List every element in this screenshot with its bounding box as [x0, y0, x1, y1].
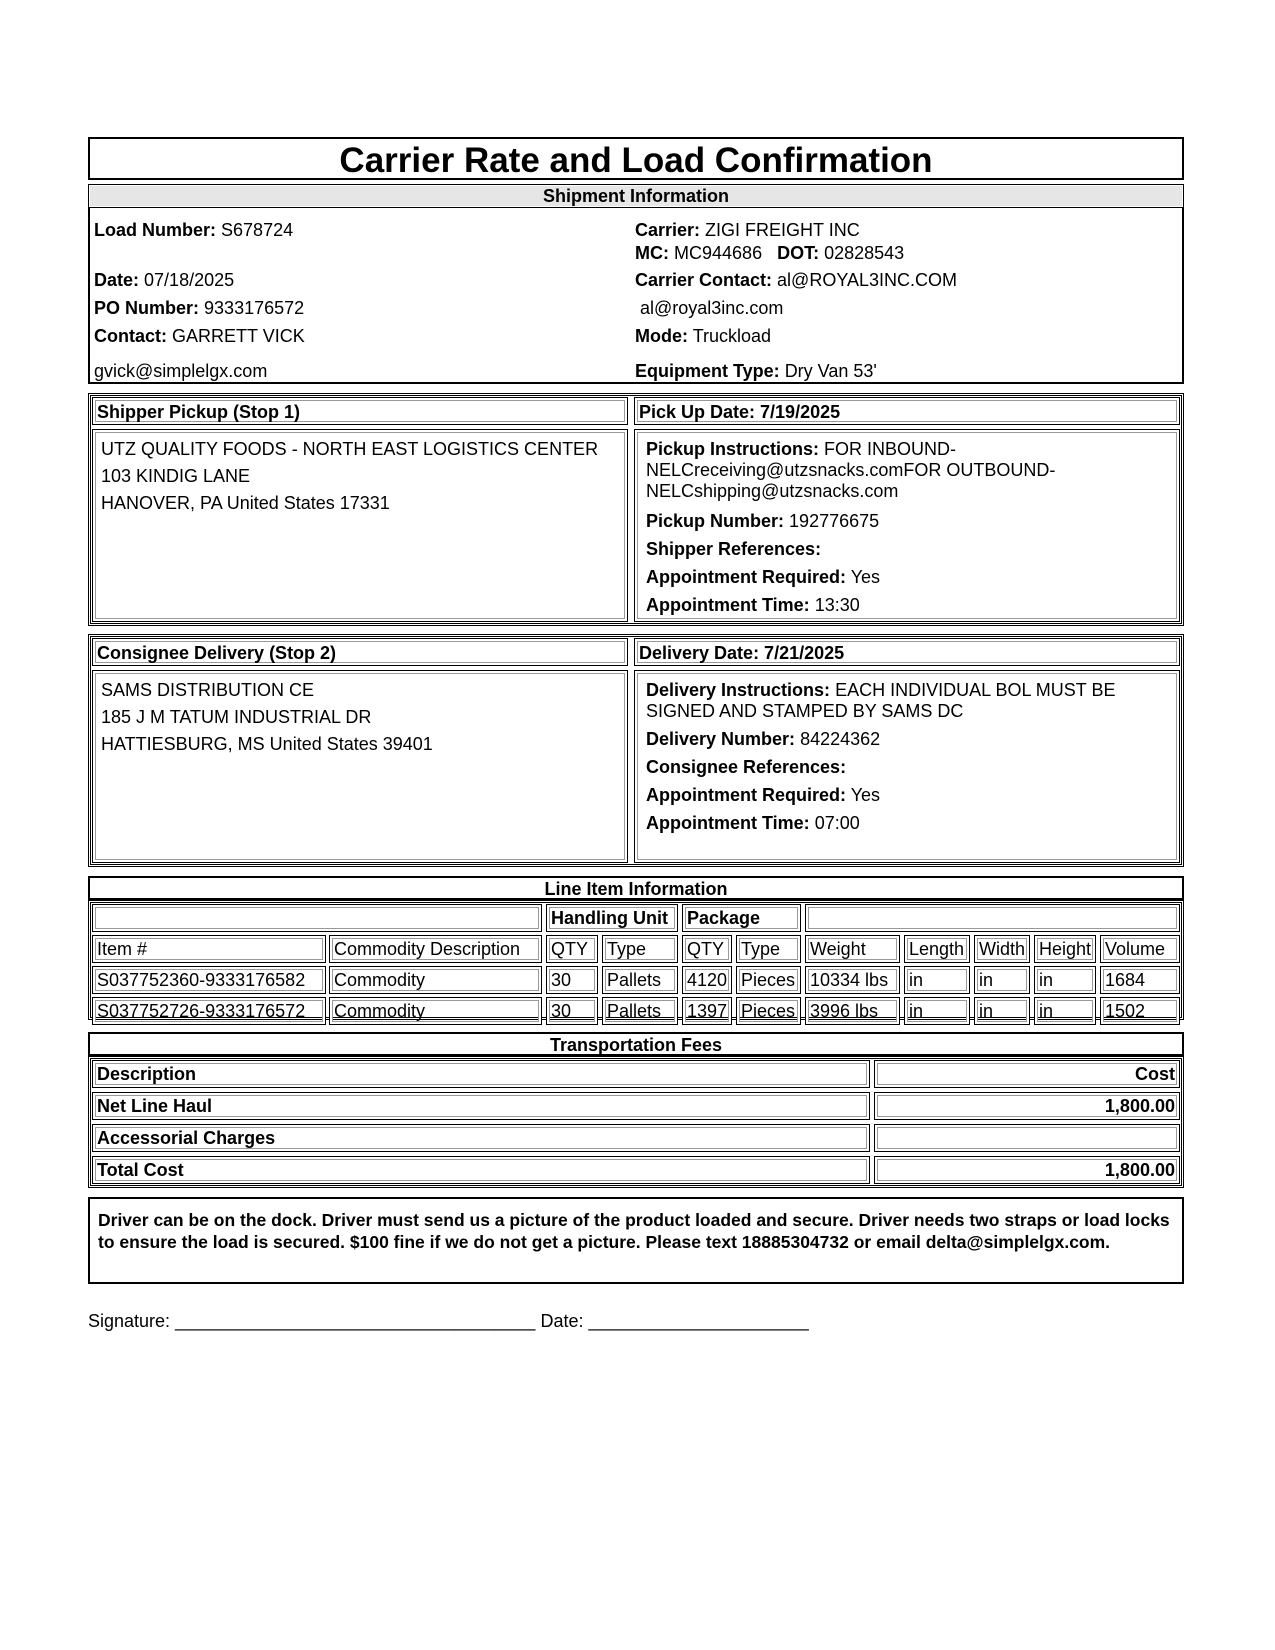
contact-value: GARRETT VICK [172, 326, 305, 346]
dot-value: 02828543 [824, 243, 905, 263]
pickup-appt-time-value: 13:30 [814, 595, 860, 615]
fees-header: Transportation Fees [88, 1032, 1184, 1056]
mode-value: Truckload [692, 326, 772, 346]
delivery-address-line: 185 J M TATUM INDUSTRIAL DR [101, 707, 372, 727]
col-length: Length [904, 935, 970, 963]
carrier-email: al@royal3inc.com [640, 298, 784, 318]
pickup-number-value: 192776675 [789, 511, 880, 531]
table-cell-hu-type: Pallets [602, 966, 678, 994]
table-cell-width: in [974, 997, 1030, 1025]
fee-cost-total: 1,800.00 [874, 1156, 1180, 1184]
pickup-number-label: Pickup Number: [646, 511, 785, 531]
delivery-date-header: Delivery Date: 7/21/2025 [634, 638, 1180, 666]
carrier-contact [635, 270, 957, 291]
delivery-address-line: SAMS DISTRIBUTION CE [101, 680, 315, 700]
col-height: Height [1034, 935, 1096, 963]
line-item-spacer [805, 904, 1180, 932]
pickup-address-line: UTZ QUALITY FOODS - NORTH EAST LOGISTICS CENTER [101, 439, 599, 459]
consignee-references-label: Consignee References: [646, 757, 847, 777]
pickup-instructions-label: Pickup Instructions: [646, 439, 820, 459]
pickup-appt-required-value: Yes [850, 567, 881, 587]
delivery-number-value: 84224362 [800, 729, 881, 749]
table-cell-weight: 3996 lbs [805, 997, 900, 1025]
fee-cost-accessorial [874, 1124, 1180, 1152]
delivery-instructions [646, 680, 1115, 722]
date-value: 07/18/2025 [144, 270, 235, 290]
pickup-appt-time-label: Appointment Time: [646, 595, 810, 615]
pickup-address-line: HANOVER, PA United States 17331 [101, 493, 390, 513]
delivery-appointment-time [646, 813, 860, 834]
table-cell-pkg-qty: 4120 [682, 966, 732, 994]
carrier [635, 220, 860, 241]
delivery-appt-time-value: 07:00 [814, 813, 860, 833]
mc-value: MC944686 [674, 243, 763, 263]
pickup-instructions-line: NELCreceiving@utzsnacks.comFOR OUTBOUND- [646, 460, 1056, 480]
mode [635, 326, 771, 347]
delivery-appt-time-label: Appointment Time: [646, 813, 810, 833]
table-cell-height: in [1034, 997, 1096, 1025]
po-number-value: 9333176572 [204, 298, 305, 318]
line-item-header: Line Item Information [88, 876, 1184, 900]
table-cell-hu-qty: 30 [546, 997, 598, 1025]
contact [94, 326, 305, 347]
table-cell-item-number: S037752360-9333176582 [92, 966, 326, 994]
delivery-address-line: HATTIESBURG, MS United States 39401 [101, 734, 433, 754]
delivery-appt-required-value: Yes [850, 785, 881, 805]
pickup-appointment-required [646, 567, 880, 588]
shipper-references-label: Shipper References: [646, 539, 822, 559]
load-number [94, 220, 293, 241]
dot-label: DOT: [777, 243, 820, 263]
table-cell-commodity: Commodity [329, 997, 542, 1025]
carrier-label: Carrier: [635, 220, 701, 240]
contact-email: gvick@simplelgx.com [94, 361, 268, 381]
fee-label-net-line-haul: Net Line Haul [92, 1092, 870, 1120]
equipment-value: Dry Van 53' [784, 361, 877, 381]
fees-description-header: Description [92, 1060, 870, 1088]
delivery-address-box [92, 670, 628, 863]
load-number-value: S678724 [221, 220, 294, 240]
delivery-appt-required-label: Appointment Required: [646, 785, 846, 805]
table-cell-height: in [1034, 966, 1096, 994]
mode-label: Mode: [635, 326, 688, 346]
pickup-header: Shipper Pickup (Stop 1) [92, 397, 628, 425]
carrier-contact-value: al@ROYAL3INC.COM [777, 270, 958, 290]
table-cell-hu-qty: 30 [546, 966, 598, 994]
delivery-instructions-line: EACH INDIVIDUAL BOL MUST BE [835, 680, 1116, 700]
table-cell-length: in [904, 966, 970, 994]
pickup-instructions-line: FOR INBOUND- [824, 439, 957, 459]
carrier-value: ZIGI FREIGHT INC [705, 220, 860, 240]
pickup-address-box [92, 429, 628, 622]
mc-dot [635, 243, 904, 264]
col-item-number: Item # [92, 935, 326, 963]
shipment-info-header: Shipment Information [88, 184, 1184, 208]
pickup-appt-required-label: Appointment Required: [646, 567, 846, 587]
load-number-label: Load Number: [94, 220, 217, 240]
package-group: Package [682, 904, 801, 932]
table-cell-pkg-type: Pieces [736, 966, 801, 994]
pickup-address-line: 103 KINDIG LANE [101, 466, 251, 486]
col-hu-qty: QTY [546, 935, 598, 963]
col-width: Width [974, 935, 1030, 963]
table-cell-commodity: Commodity [329, 966, 542, 994]
table-cell-pkg-type: Pieces [736, 997, 801, 1025]
delivery-instructions-label: Delivery Instructions: [646, 680, 831, 700]
handling-unit-group: Handling Unit [546, 904, 678, 932]
col-volume: Volume [1100, 935, 1180, 963]
delivery-instructions-line: SIGNED AND STAMPED BY SAMS DC [646, 701, 964, 721]
table-cell-hu-type: Pallets [602, 997, 678, 1025]
date [94, 270, 234, 291]
delivery-number-label: Delivery Number: [646, 729, 796, 749]
document-title: Carrier Rate and Load Confirmation [88, 137, 1184, 180]
table-cell-volume: 1684 [1100, 966, 1180, 994]
table-cell-width: in [974, 966, 1030, 994]
fee-label-accessorial: Accessorial Charges [92, 1124, 870, 1152]
delivery-number [646, 729, 880, 750]
pickup-number [646, 511, 879, 532]
contact-label: Contact: [94, 326, 167, 346]
driver-note: Driver can be on the dock. Driver must send us a picture of the product loaded and secure. Driver needs two straps or load locks to ensure the load is secured. $100 fine if we do not get a picture. Please text 18885304732 or email delta@simplelgx.com. [88, 1197, 1184, 1284]
delivery-appointment-required [646, 785, 880, 806]
carrier-contact-label: Carrier Contact: [635, 270, 773, 290]
pickup-instructions-line: NELCshipping@utzsnacks.com [646, 481, 899, 501]
table-cell-weight: 10334 lbs [805, 966, 900, 994]
col-commodity-description: Commodity Description [329, 935, 542, 963]
fee-cost-net-line-haul: 1,800.00 [874, 1092, 1180, 1120]
delivery-header: Consignee Delivery (Stop 2) [92, 638, 628, 666]
table-cell-volume: 1502 [1100, 997, 1180, 1025]
mc-label: MC: [635, 243, 669, 263]
pickup-appointment-time [646, 595, 860, 616]
fee-label-total-cost: Total Cost [92, 1156, 870, 1184]
table-cell-length: in [904, 997, 970, 1025]
fees-cost-header: Cost [874, 1060, 1180, 1088]
col-hu-type: Type [602, 935, 678, 963]
col-weight: Weight [805, 935, 900, 963]
po-number [94, 298, 304, 319]
table-cell-pkg-qty: 1397 [682, 997, 732, 1025]
po-number-label: PO Number: [94, 298, 200, 318]
signature-line: Signature: ____________________________________ Date: ______________________ [88, 1311, 809, 1331]
date-label: Date: [94, 270, 140, 290]
line-item-spacer [92, 904, 542, 932]
equipment-type [635, 361, 877, 382]
col-pkg-qty: QTY [682, 935, 732, 963]
pickup-date-header: Pick Up Date: 7/19/2025 [634, 397, 1180, 425]
pickup-instructions [646, 439, 1055, 502]
table-cell-item-number: S037752726-9333176572 [92, 997, 326, 1025]
equipment-label: Equipment Type: [635, 361, 780, 381]
col-pkg-type: Type [736, 935, 801, 963]
